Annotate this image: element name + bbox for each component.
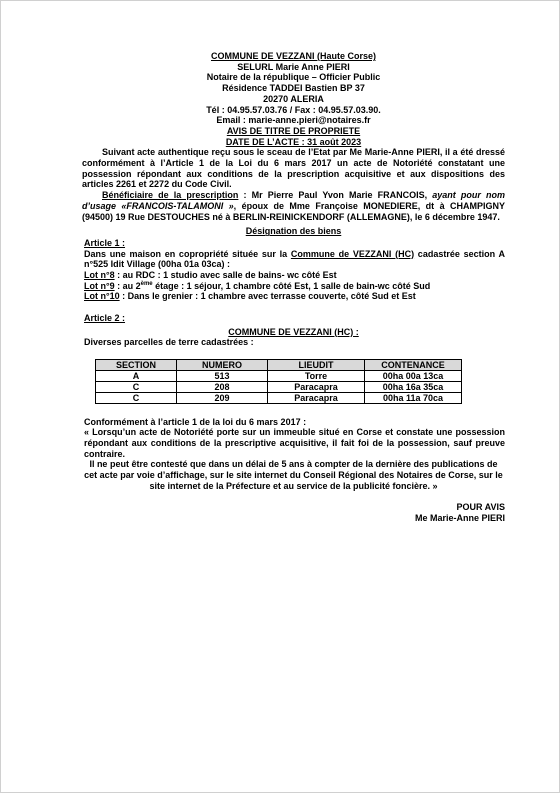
table-cell: 209 — [177, 392, 268, 403]
table-header-row — [96, 359, 462, 370]
designation-title: Désignation des biens — [245, 226, 342, 237]
beneficiary-label: Bénéficiaire de la prescription — [102, 190, 239, 201]
email-line: Email : marie-anne.pieri@notaires.fr — [216, 115, 371, 126]
commune-header: COMMUNE DE VEZZANI (Haute Corse) — [210, 51, 376, 61]
legal-contest: Il ne peut être contesté que dans un délai de 5 ans à compter de la dernière des publications de cet acte par voie d’affichage, sur le site internet du Conseil Régional des Notaires de Corse, sur le site internet de la Préfecture et au service de la publicité foncière. » — [84, 459, 503, 491]
lot-item — [82, 281, 505, 292]
table-cell: Torre — [268, 370, 365, 381]
legal-quote: « Lorsqu’un acte de Notoriété porte sur un immeuble situé en Corse et constate une possession répondant aux conditions de la prescriptive acquisitive, il fait foi de la possession, sauf preuve contraire. — [84, 427, 505, 459]
article2-title: Article 2 : — [84, 312, 126, 323]
article1-title: Article 1 : — [84, 237, 126, 248]
notice-title: AVIS DE TITRE DE PROPRIETE — [226, 125, 361, 136]
lot-text-pre: : au 2 — [114, 280, 141, 291]
table-row — [96, 370, 462, 381]
selurl-line: SELURL Marie Anne PIERI — [237, 61, 350, 72]
notaire-line: Notaire de la république – Officier Public — [206, 72, 381, 83]
column-header: CONTENANCE — [365, 359, 462, 370]
lot-label: Lot n°9 — [84, 280, 115, 291]
lot-superscript: ème — [140, 280, 153, 287]
lot-label: Lot n°10 — [84, 291, 120, 302]
legal-reference: Conformément à l’article 1 de la loi du 6 mars 2017 : — [84, 416, 307, 427]
table-cell: A — [96, 370, 177, 381]
table-cell: 00ha 11a 70ca — [365, 392, 462, 403]
beneficiary-usage-name: ayant pour nom d’usage «FRANCOIS-TALAMONI » — [82, 190, 505, 211]
article1-description — [82, 249, 505, 270]
lot-item — [82, 270, 505, 281]
table-row — [96, 392, 462, 403]
document-page — [82, 51, 505, 524]
residence-line: Résidence TADDEI Bastien BP 37 — [222, 83, 365, 94]
table-cell: C — [96, 381, 177, 392]
city-line: 20270 ALERIA — [263, 93, 324, 104]
article1-line-b: cadastrée section A n°525 Idit Village (00ha 01a 03ca) : — [84, 248, 505, 270]
article1-line-a: Dans une maison en copropriété située sur la — [84, 248, 291, 259]
lot-text: : au RDC : 1 studio avec salle de bains- wc côté Est — [114, 270, 337, 281]
column-header: NUMERO — [177, 359, 268, 370]
table-cell: 00ha 16a 35ca — [365, 381, 462, 392]
table-cell: 208 — [177, 381, 268, 392]
lot-text: étage : 1 séjour, 1 chambre côté Est, 1 salle de bain-wc côté Sud — [152, 280, 431, 291]
lot-item — [82, 291, 505, 302]
deed-date: DATE DE L’ACTE : 31 août 2023 — [225, 136, 362, 147]
table-cell: Paracapra — [268, 381, 365, 392]
lot-text: : Dans le grenier : 1 chambre avec terrasse couverte, côté Sud et Est — [119, 291, 416, 302]
article2-commune: COMMUNE DE VEZZANI (HC) : — [228, 326, 359, 337]
table-cell: 513 — [177, 370, 268, 381]
lot-label: Lot n°8 — [84, 270, 115, 281]
beneficiary-details: , époux de Mme Françoise MONEDIERE, dt à CHAMPIGNY (94500) 19 Rue DESTOUCHES né à BERLIN-REINICKENDORF (ALLEMAGNE), le 6 décembre 1947. — [82, 200, 505, 222]
article2-description: Diverses parcelles de terre cadastrées : — [84, 337, 254, 348]
beneficiary-name: : Mr Pierre Paul Yvon Marie FRANCOIS, — [238, 190, 433, 201]
signatory: Me Marie-Anne PIERI — [414, 512, 505, 523]
phone-fax-line: Tél : 04.95.57.03.76 / Fax : 04.95.57.03.90. — [206, 104, 381, 115]
table-cell: C — [96, 392, 177, 403]
article1-commune: Commune de VEZZANI (HC) — [290, 248, 415, 259]
table-cell: 00ha 00a 13ca — [365, 370, 462, 381]
pour-avis: POUR AVIS — [456, 502, 505, 513]
column-header: LIEUDIT — [268, 359, 365, 370]
table-cell: Paracapra — [268, 392, 365, 403]
beneficiary-paragraph — [82, 190, 505, 222]
column-header: SECTION — [96, 359, 177, 370]
intro-paragraph: Suivant acte authentique reçu sous le sceau de l’Etat par Me Marie-Anne PIERI, il a été dressé conformément à l’Article 1 de la Loi du 6 mars 2017 un acte de Notoriété constatant une possession répondant aux conditions de la prescription acquisitive et aux dispositions des articles 2261 et 2272 du Code Civil. — [82, 147, 505, 190]
table-row — [96, 381, 462, 392]
parcels-table — [95, 359, 462, 404]
